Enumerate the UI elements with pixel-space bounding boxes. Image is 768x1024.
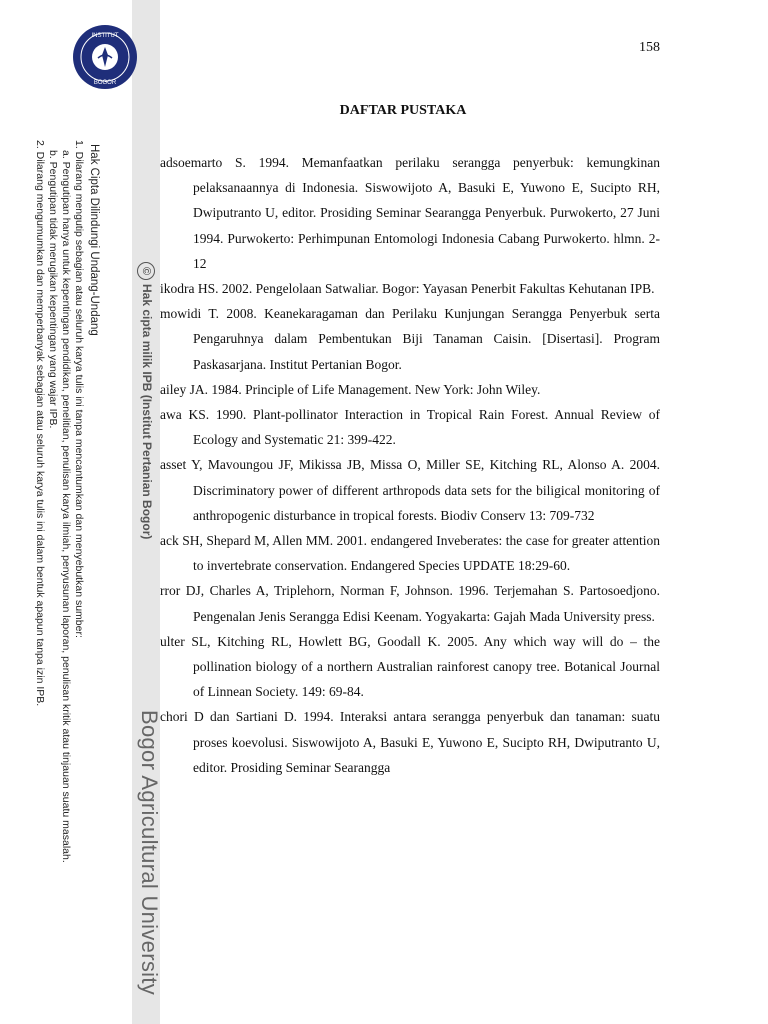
notice-line: 1. Dilarang mengutip sebagian atau seluruh karya tulis ini tanpa mencantumkan dan menyebutkan sumber: [73,140,85,638]
notice-title: Hak Cipta Dilindungi Undang-Undang [88,144,100,336]
band-copyright-text: Hak cipta milik IPB (Institut Pertanian Bogor) [140,284,154,540]
copyright-icon: © [137,262,155,280]
page-number: 158 [639,40,660,55]
reference-list [160,150,660,780]
reference-item: ulter SL, Kitching RL, Howlett BG, Goodall K. 2005. Any which way will do – the pollination biology of a northern Australian rainforest canopy tree. Botanical Journal of Linnean Society. 149: 69-84. [160,633,660,700]
ipb-logo-icon [72,24,138,90]
notice-line: 2. Dilarang mengumumkan dan memperbanyak sebagian atau seluruh karya tulis ini dalam bentuk apapun tanpa izin IPB. [34,140,46,707]
reference-item: rror DJ, Charles A, Triplehorn, Norman F, Johnson. 1996. Terjemahan S. Partosoedjono. Pengenalan Jenis Serangga Edisi Keenam. Yogyakarta: Gajah Mada University press. [160,583,660,624]
reference-item: ikodra HS. 2002. Pengelolaan Satwaliar. Bogor: Yayasan Penerbit Fakultas Kehutanan IPB. [160,281,655,297]
notice-line: b. Pengutipan tidak merugikan kepentingan yang wajar IPB. [47,150,59,429]
band-university-text: Bogor Agricultural University [137,710,162,996]
reference-item: mowidi T. 2008. Keanekaragaman dan Perilaku Kunjungan Serangga Penyerbuk serta Pengaruhnya dalam Pembentukan Biji Tanaman Caisin. [Disertasi]. Program Paskasarjana. Institut Pertanian Bogor. [160,306,660,372]
reference-item: asset Y, Mavoungou JF, Mikissa JB, Missa O, Miller SE, Kitching RL, Alonso A. 2004. Discriminatory power of different arthropods data sets for the biligical monitoring of anthropogenic disturbance in tropical forests. Biodiv Conserv 13: 709-732 [160,457,660,523]
reference-item: chori D dan Sartiani D. 1994. Interaksi antara serangga penyerbuk dan tanaman: suatu proses koevolusi. Siswowijoto A, Basuki E, Yuwono E, Sucipto RH, Dwiputranto U, editor. Prosiding Seminar Searangga [160,709,660,775]
band-copyright [136,262,160,562]
reference-item: ailey JA. 1984. Principle of Life Management. New York: John Wiley. [160,381,541,397]
svg-text:INSTITUT: INSTITUT [91,33,119,39]
reference-item: ack SH, Shepard M, Allen MM. 2001. endangered Inveberates: the case for greater attention to invertebrate conservation. Endangered Species UPDATE 18:29-60. [160,533,660,574]
copyright-notice [20,140,100,900]
reference-item: awa KS. 1990. Plant-pollinator Interaction in Tropical Rain Forest. Annual Review of Ecology and Systematic 21: 399-422. [160,407,660,448]
reference-item: adsoemarto S. 1994. Memanfaatkan perilaku serangga penyerbuk: kemungkinan pelaksanaannya di Indonesia. Siswowijoto A, Basuki E, Yuwono E, Sucipto RH, Dwiputranto U, editor. Prosiding Seminar Searangga Penyerbuk. Purwokerto, 27 Juni 1994. Purwokerto: Perhimpunan Entomologi Indonesia Cabang Purwokerto. hlmn. 2-12 [160,155,660,271]
notice-line: a. Pengutipan hanya untuk kepentingan pendidikan, penelitian, penulisan karya ilmiah, penyusunan laporan, penulisan kritik atau tinjauan suatu masalah. [60,150,72,863]
page-title: DAFTAR PUSTAKA [339,103,467,118]
svg-text:BOGOR: BOGOR [93,80,117,86]
